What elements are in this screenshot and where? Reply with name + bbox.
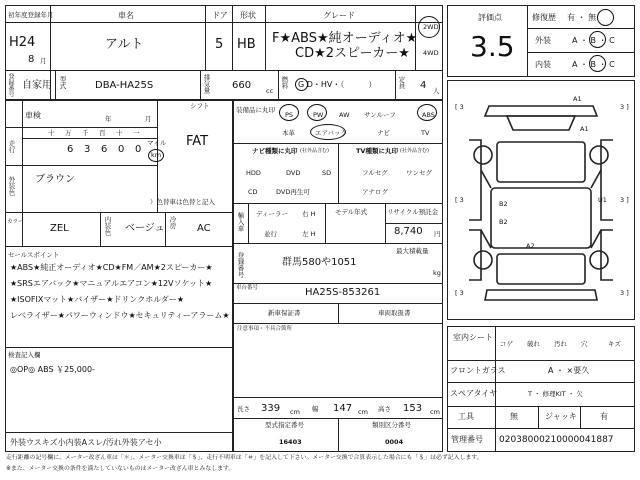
damage-mark: A1 — [573, 95, 582, 103]
navi-item: SD — [322, 169, 332, 177]
shift-label: シフト — [190, 102, 210, 110]
shape-label: 形状 — [240, 11, 256, 20]
mileage-label: 走行 — [7, 140, 16, 153]
plate-label: 登録番号 — [236, 252, 245, 278]
sales-line: ★SRSエアバック★マニュアルエアコン★12Vソケット★ — [10, 279, 213, 288]
length-value: 339 — [261, 403, 281, 414]
handle-right: 右 H — [302, 210, 316, 218]
exterior-label: 外装 — [535, 36, 551, 45]
equip-item: AW — [339, 111, 350, 119]
tv-item: ワンセグ — [406, 169, 432, 177]
jack-value: 有 — [600, 412, 608, 421]
tv-item: フルセグ — [362, 169, 388, 177]
interior-label: 内装 — [535, 60, 551, 69]
first-reg-month: 8 — [28, 54, 35, 65]
capacity-unit: 人 — [433, 87, 440, 95]
import-label: 輸入車 — [236, 212, 245, 232]
width-label: 幅 — [312, 405, 319, 413]
grade-label: グレード — [323, 11, 355, 20]
type-no-label: 型式指定番号 — [265, 421, 304, 429]
height-cm: cm — [430, 408, 440, 416]
glass-value: A ・ ×要久 — [548, 366, 590, 375]
model-value: DBA-HA25S — [95, 80, 154, 91]
note-line2: ※また、メーター交換の条件を満たしていないものはメーター改ざん車とみなします。 — [6, 466, 235, 472]
color-code: ZEL — [50, 223, 69, 234]
length-label: 長さ — [237, 405, 250, 413]
damage-mark: B2 — [499, 218, 508, 226]
navi-sub: (社外品含む) — [300, 148, 329, 154]
height-value: 153 — [403, 403, 423, 414]
equip-label: 装備品に丸印 — [236, 106, 275, 114]
grade-line1: F★ABS★純オーディオ★ — [272, 31, 418, 46]
interior-color: ベージュ — [125, 223, 165, 234]
equip-item: サンルーフ — [364, 111, 396, 119]
tv-item: アナログ — [362, 188, 388, 196]
exterior-b-circle — [589, 31, 606, 48]
car-name-label: 車名 — [118, 11, 134, 20]
sales-line: ★ISOFIXマット★バイザー★ドリンクホルダー★ — [10, 295, 185, 304]
interior-color-label: 内装色 — [103, 216, 112, 236]
warranty-label: 新車保証書 — [268, 309, 301, 317]
recycle-yen: 円 — [434, 230, 441, 238]
digit-header: 十 — [48, 129, 55, 137]
mileage-digit: 0 — [135, 144, 142, 155]
length-cm: cm — [290, 408, 300, 416]
grade-line2: CD★2スピーカー★ — [295, 46, 410, 61]
insp-month: 月 — [145, 115, 152, 123]
digit-header: 千 — [82, 129, 89, 137]
capacity-value: 4 — [420, 80, 427, 91]
seat-item: 破れ — [527, 340, 540, 348]
displacement-value: 660 — [232, 80, 252, 91]
navi-item: DVD — [286, 169, 301, 177]
tv-label: TV種類に丸印 — [356, 147, 398, 155]
diag-bracket-ml: [ 3 — [455, 196, 464, 204]
exterior-options: A ・ B ・ C — [572, 36, 615, 45]
chassis-label: 車台番号 — [236, 285, 259, 291]
equip-item: ABS — [422, 111, 435, 119]
glass-label: フロントガラス — [450, 366, 506, 375]
drive-4wd: 4WD — [423, 49, 439, 57]
navi-label: ナビ種類に丸印 — [252, 147, 298, 155]
digit-header: 百 — [99, 129, 106, 137]
airbag-circle — [310, 124, 346, 140]
spare-label: スペアタイヤ — [450, 389, 498, 398]
height-label: 高さ — [378, 405, 391, 413]
mileage-digit: 0 — [118, 144, 125, 155]
displacement-label: 排気量 — [202, 74, 211, 94]
import-parallel: 並行 — [264, 230, 277, 238]
first-reg-year: H24 — [9, 35, 36, 50]
manual-label: 車両取扱書 — [378, 309, 411, 317]
seat-item: キズ — [608, 340, 621, 348]
ac-value: AC — [197, 223, 211, 234]
inspector-footer: 外装ウスキズ小内装Aスレ/汚れ外装アセ小 — [10, 438, 162, 447]
exterior-color: ブラウン — [35, 174, 75, 185]
max-load-kg: kg — [433, 269, 441, 277]
interior-options: A ・ B ・ C — [572, 60, 615, 69]
exterior-color-label: 外装色 — [7, 176, 16, 196]
spare-value: T ・ 修理KIT ・ 欠 — [528, 390, 583, 398]
damage-mark: U1 — [598, 196, 607, 204]
plate-label-side: 登録番号 — [7, 73, 14, 97]
diag-bracket-tr: 3 ] — [620, 103, 629, 111]
digit-header: 一 — [133, 129, 140, 137]
inspector-line: ◎OP◎ ABS ￥25,000- — [10, 365, 95, 374]
category-no: 0004 — [385, 438, 404, 446]
handle-left: 左 H — [302, 230, 316, 238]
abs-circle — [417, 104, 437, 121]
tv-sub: (社外品含む) — [400, 148, 429, 154]
navi-item: HDD — [246, 169, 261, 177]
unit-km: km — [151, 151, 162, 159]
repair-options: 有 ・ 無 — [567, 13, 597, 22]
pw-circle — [307, 104, 327, 121]
digit-header: 万 — [65, 129, 72, 137]
max-load-label: 最大積載量 — [396, 247, 429, 255]
equip-item: PW — [313, 111, 324, 119]
equip-item: TV — [421, 129, 430, 137]
repair-label: 修復歴 — [532, 13, 556, 22]
notes-label: 注意事項・不具合箇所 — [237, 326, 293, 332]
sales-label: セールスポイント — [8, 251, 60, 259]
color-code-label: カラー — [7, 219, 24, 225]
drive-2wd: 2WD — [423, 23, 439, 31]
seat-item: 汚れ — [554, 340, 567, 348]
mgmt-value: 02038000210000041887 — [499, 435, 614, 445]
unit-mile: マイル — [147, 139, 167, 147]
mileage-digit: 6 — [67, 144, 74, 155]
diag-bracket-mr: 3 ] — [620, 196, 629, 204]
car-name: アルト — [105, 37, 144, 52]
displacement-unit: cc — [266, 87, 274, 95]
damage-mark: A1 — [580, 125, 589, 133]
navi-item: CD — [248, 188, 258, 196]
fuel-label: 燃料 — [280, 76, 289, 89]
damage-mark: B2 — [499, 200, 508, 208]
repair-none-circle — [597, 9, 614, 26]
color-note: ）色替車は色替と記入 — [150, 198, 215, 206]
diag-bracket-tl: [ 3 — [455, 103, 464, 111]
mileage-digit: 6 — [101, 144, 108, 155]
tools-value: 無 — [510, 412, 518, 421]
month-unit: 月 — [40, 57, 47, 65]
fuel-options: G D・HV・（ ） — [298, 80, 377, 89]
recycle-label: リサイクル預託金 — [387, 208, 439, 216]
diag-bracket-br: 3 ] — [620, 289, 629, 297]
seat-item: コゲ — [500, 340, 513, 348]
width-value: 147 — [333, 403, 353, 414]
tools-label: 工具 — [458, 412, 474, 421]
shift-value: FAT — [186, 134, 209, 149]
inspector-label: 検査記入欄 — [8, 351, 41, 359]
ac-label: 冷房 — [168, 216, 177, 229]
navi-item: DVD再生可 — [276, 188, 310, 196]
digit-header: 十 — [116, 129, 123, 137]
note-line1: 走行距離の記号欄に、メーター改ざん車は「＊」、メーター交換車は「＄」、走行不明車は「＃」を記入して下さい。メーター交換で合算表示した場合にも「＄」は必ず記入します。 — [6, 455, 483, 461]
category-label: 類別区分番号 — [372, 421, 411, 429]
model-year-label: モデル年式 — [335, 208, 368, 216]
seat-label: 室内シート — [453, 333, 493, 342]
chassis-value: HA25S-853261 — [305, 287, 381, 298]
equip-item: 本革 — [282, 129, 295, 137]
capacity-label: 定員 — [397, 76, 406, 89]
door-value: 5 — [215, 37, 224, 52]
equip-item: エアバック — [315, 129, 347, 137]
ps-circle — [279, 104, 299, 121]
interior-b-circle — [589, 55, 606, 72]
recycle-value: 8,740 — [394, 226, 423, 237]
damage-mark: A2 — [526, 242, 535, 250]
diag-bracket-bl: [ 3 — [455, 289, 464, 297]
import-dealer: ディーラー — [256, 210, 288, 218]
sales-line: ★ABS★純正オーディオ★CD★FM／AM★2スピーカー★ — [10, 263, 213, 272]
door-label: ドア — [212, 11, 228, 20]
use-label: 自家用 — [22, 80, 52, 91]
first-reg-label: 初年度登録年月 — [8, 11, 54, 19]
insp-year: 年 — [105, 115, 112, 123]
equip-item: PS — [285, 111, 294, 119]
type-no: 16403 — [279, 438, 302, 446]
jack-label: ジャッキ — [545, 412, 577, 421]
seat-item: 穴 — [581, 340, 588, 348]
width-cm: cm — [358, 408, 368, 416]
plate-value: 群馬580や1051 — [282, 257, 357, 268]
eval-label: 評価点 — [478, 13, 502, 22]
inspection-label: 車検 — [25, 111, 41, 120]
model-label: 型式 — [58, 76, 67, 89]
mgmt-label: 管理番号 — [451, 435, 483, 444]
shape-value: HB — [237, 37, 256, 52]
eval-value: 3.5 — [470, 30, 515, 63]
mileage-digit: 3 — [84, 144, 91, 155]
equip-item: ナビ — [377, 129, 390, 137]
sales-line: レベライザー★パワーウィンドウ★セキュリティーアラーム★ — [10, 311, 230, 320]
